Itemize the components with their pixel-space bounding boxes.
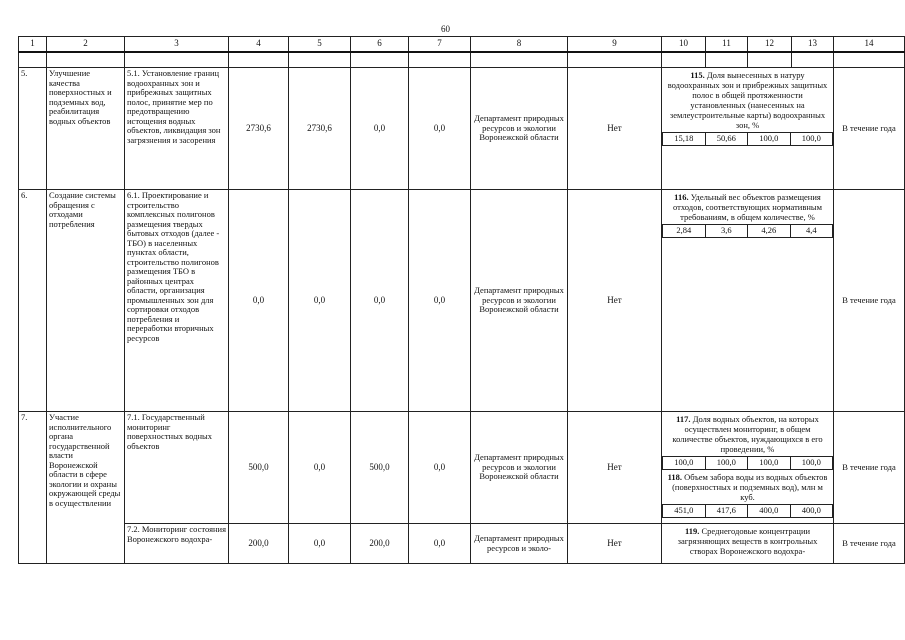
header-cell: 5 — [289, 37, 351, 53]
header-cell: 6 — [351, 37, 409, 53]
indicator-text: Доля вынесенных в натуру водоохранных зон и прибрежных защитных полос в общей протяженности установленных (нанесенных на землеустроительные карты) водоохранных зон, % — [667, 70, 828, 130]
row-number: 7. — [19, 412, 47, 564]
indicator-value: 417,6 — [705, 505, 748, 518]
indicator-value: 4,4 — [790, 225, 833, 238]
value-cell: 0,0 — [351, 190, 409, 412]
indicator-values — [662, 224, 833, 238]
indicator-text: Среднегодовые концентрации загрязняющих веществ в контрольных створах Воронежского водохра- — [677, 526, 818, 556]
page-number: 60 — [441, 24, 450, 34]
spacer-row — [19, 52, 905, 68]
program-table — [18, 36, 905, 564]
measure-cell: 7.2. Мониторинг состояния Воронежского водохра- — [125, 524, 229, 564]
goal-cell: Создание системы обращения с отходами потребления — [47, 190, 125, 412]
indicator-values — [662, 132, 833, 146]
term-cell: В течение года — [834, 524, 905, 564]
row-number: 6. — [19, 190, 47, 412]
row-number: 5. — [19, 68, 47, 190]
table-row — [19, 524, 905, 564]
value-cell: 500,0 — [229, 412, 289, 524]
indicator-cell — [662, 190, 834, 412]
indicator-number: 115. — [690, 70, 705, 80]
header-row — [19, 37, 905, 53]
indicator — [662, 412, 833, 456]
value-cell: 0,0 — [289, 524, 351, 564]
value-cell: 0,0 — [289, 412, 351, 524]
indicator-cell — [662, 412, 834, 524]
indicator-cell — [662, 524, 834, 564]
funding-cell: Нет — [568, 524, 662, 564]
header-cell: 8 — [471, 37, 568, 53]
indicator-number: 117. — [676, 414, 691, 424]
table-row — [19, 412, 905, 524]
term-cell: В течение года — [834, 68, 905, 190]
funding-cell: Нет — [568, 412, 662, 524]
indicator — [662, 470, 833, 504]
indicator-value: 4,26 — [748, 225, 791, 238]
executor-cell: Департамент природных ресурсов и экологии Воронежской области — [471, 190, 568, 412]
header-cell: 4 — [229, 37, 289, 53]
indicator-number: 119. — [684, 526, 700, 536]
header-cell: 1 — [19, 37, 47, 53]
header-cell: 3 — [125, 37, 229, 53]
indicator-number: 116. — [674, 192, 689, 202]
indicator-value: 2,84 — [663, 225, 706, 238]
executor-cell: Департамент природных ресурсов и эколо- — [471, 524, 568, 564]
indicator-text: Доля водных объектов, на которых осуществлен мониторинг, в общем количестве объектов, нуждающихся в его проведении, % — [672, 414, 823, 454]
indicator-number: 118. — [667, 472, 682, 482]
executor-cell: Департамент природных ресурсов и экологии Воронежской области — [471, 412, 568, 524]
value-cell: 500,0 — [351, 412, 409, 524]
term-cell: В течение года — [834, 190, 905, 412]
funding-cell: Нет — [568, 68, 662, 190]
header-cell: 9 — [568, 37, 662, 53]
value-cell: 0,0 — [351, 68, 409, 190]
goal-cell: Улучшение качества поверхностных и подземных вод, реабилитация водных объектов — [47, 68, 125, 190]
table-row — [19, 68, 905, 190]
header-cell: 13 — [792, 37, 834, 53]
value-cell: 0,0 — [289, 190, 351, 412]
indicator-value: 100,0 — [663, 457, 706, 470]
indicator-value: 3,6 — [705, 225, 748, 238]
value-cell: 0,0 — [409, 190, 471, 412]
indicator-value: 100,0 — [790, 133, 833, 146]
value-cell: 0,0 — [409, 524, 471, 564]
header-cell: 7 — [409, 37, 471, 53]
funding-cell: Нет — [568, 190, 662, 412]
indicator-values — [662, 456, 833, 470]
header-cell: 11 — [706, 37, 748, 53]
indicator-value: 15,18 — [663, 133, 706, 146]
indicator-value: 400,0 — [748, 505, 791, 518]
header-cell: 12 — [748, 37, 792, 53]
indicator-value: 451,0 — [663, 505, 706, 518]
indicator-value: 100,0 — [748, 133, 791, 146]
header-cell: 2 — [47, 37, 125, 53]
goal-cell: Участие исполнительного органа государственной власти Воронежской области в сфере экологии и охраны окружающей среды в осуществлении — [47, 412, 125, 564]
executor-cell: Департамент природных ресурсов и экологии Воронежской области — [471, 68, 568, 190]
value-cell: 0,0 — [409, 412, 471, 524]
value-cell: 2730,6 — [289, 68, 351, 190]
indicator-text: Удельный вес объектов размещения отходов, соответствующих нормативным требованиям, в общем количестве, % — [672, 192, 823, 222]
indicator-value: 400,0 — [790, 505, 833, 518]
indicator-cell — [662, 68, 834, 190]
indicator-values — [662, 504, 833, 518]
measure-cell: 7.1. Государственный мониторинг поверхностных водных объектов — [125, 412, 229, 524]
indicator-value: 50,66 — [705, 133, 748, 146]
value-cell: 0,0 — [229, 190, 289, 412]
table-row — [19, 190, 905, 412]
indicator — [662, 190, 833, 224]
value-cell: 200,0 — [229, 524, 289, 564]
indicator-text: Объем забора воды из водных объектов (поверхностных и подземных вод), млн м куб. — [672, 472, 828, 502]
header-cell: 14 — [834, 37, 905, 53]
indicator-value: 100,0 — [705, 457, 748, 470]
header-cell: 10 — [662, 37, 706, 53]
value-cell: 200,0 — [351, 524, 409, 564]
measure-cell: 6.1. Проектирование и строительство комплексных полигонов размещения твердых бытовых отходов (далее - ТБО) в населенных пунктах области, строительство полигонов размещения ТБО в районных центрах области, организация промышленных зон для сортировки отходов потребления и переработки вторичных ресурсов — [125, 190, 229, 412]
value-cell: 2730,6 — [229, 68, 289, 190]
indicator — [662, 524, 833, 558]
measure-cell: 5.1. Установление границ водоохранных зон и прибрежных защитных полос, принятие мер по предотвращению истощения водных объектов, ликвидация зон загрязнения и засорения — [125, 68, 229, 190]
indicator-value: 100,0 — [748, 457, 791, 470]
indicator — [662, 68, 833, 132]
term-cell: В течение года — [834, 412, 905, 524]
value-cell: 0,0 — [409, 68, 471, 190]
indicator-value: 100,0 — [790, 457, 833, 470]
